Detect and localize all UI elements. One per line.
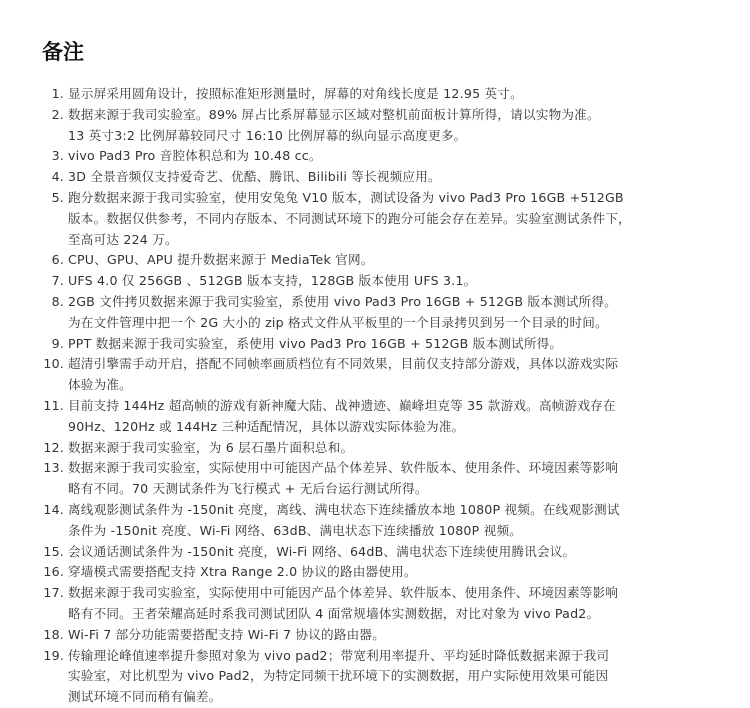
note-number: 4. [51,169,64,185]
note-number: 5. [51,189,64,205]
note-number: 3. [51,148,64,164]
note-text: 3D 全景音频仅支持爱奇艺、优酷、腾讯、Bilibili 等长视频应用。 [68,169,441,185]
note-item [42,292,720,334]
notes-title: 备注 [42,40,84,64]
note-number: 15. [43,543,64,559]
note-item [42,354,720,396]
note-number: 9. [51,335,64,351]
note-number: 12. [43,439,64,455]
note-item [42,188,720,250]
note-item [42,84,720,105]
note-text: 跑分数据来源于我司实验室，使用安兔兔 V10 版本，测试设备为 vivo Pad3 Pro 16GB +512GB 版本。数据仅供参考，不同内存版本、不同测试环境下的跑分可能会存在差异。实验室测试条件下， 至高可达 224 万。 [68,189,631,247]
note-item [42,625,720,646]
note-text: CPU、GPU、APU 提升数据来源于 MediaTek 官网。 [68,252,374,268]
note-text: 穿墙模式需要搭配支持 Xtra Range 2.0 协议的路由器使用。 [68,564,417,580]
note-item [42,500,720,542]
note-text: PPT 数据来源于我司实验室，系使用 vivo Pad3 Pro 16GB + 512GB 版本测试所得。 [68,335,563,351]
note-number: 17. [43,585,64,601]
note-item [42,167,720,188]
note-item [42,334,720,355]
note-text: 目前支持 144Hz 超高帧的游戏有新神魔大陆、战神遗迹、巅峰坦克等 35 款游戏。高帧游戏存在 90Hz、120Hz 或 144Hz 三种适配情况，具体以游戏实际体验为准。 [68,397,616,434]
note-number: 1. [51,86,64,101]
note-text: 超清引擎需手动开启，搭配不同帧率画质档位有不同效果，目前仅支持部分游戏，具体以游戏实际 体验为准。 [68,356,619,393]
note-number: 10. [43,356,64,372]
note-text: 会议通话测试条件为 -150nit 亮度，Wi-Fi 网络、64dB、满电状态下连续使用腾讯会议。 [68,543,576,559]
note-number: 7. [51,273,64,289]
note-number: 6. [51,252,64,268]
note-text: UFS 4.0 仅 256GB 、512GB 版本支持，128GB 版本使用 UFS 3.1。 [68,273,477,289]
note-number: 13. [43,460,64,476]
note-item [42,646,720,708]
notes-list [42,84,720,708]
note-number: 14. [43,501,64,517]
note-number: 16. [43,564,64,580]
note-text: 2GB 文件拷贝数据来源于我司实验室，系使用 vivo Pad3 Pro 16GB + 512GB 版本测试所得。 为在文件管理中把一个 2G 大小的 zip 格式文件从平板里的一个目录拷贝到另一个目录的时间。 [68,293,617,330]
note-text: Wi-Fi 7 部分功能需要搭配支持 Wi-Fi 7 协议的路由器。 [68,626,386,642]
note-text: 数据来源于我司实验室，实际使用中可能因产品个体差异、软件版本、使用条件、环境因素等影响 略有不同。王者荣耀高延时系我司测试团队 4 面常规墙体实测数据，对比对象为 vivo Pad2。 [68,585,619,621]
note-item [42,250,720,271]
note-item [42,396,720,438]
note-text: vivo Pad3 Pro 音腔体积总和为 10.48 cc。 [68,148,322,164]
note-item [42,271,720,292]
note-item [42,542,720,563]
note-text: 数据来源于我司实验室，为 6 层石墨片面积总和。 [68,439,354,455]
note-item [42,583,720,625]
note-item [42,105,720,147]
note-text: 传输理论峰值速率提升参照对象为 vivo pad2；带宽利用率提升、平均延时降低数据来源于我司 实验室，对比机型为 vivo Pad2，为特定同频干扰环境下的实测数据，用户实际使用效果可能因 测试环境不同而稍有偏差。 [68,647,610,705]
note-item [42,146,720,167]
note-text: 离线观影测试条件为 -150nit 亮度，离线、满电状态下连续播放本地 1080P 视频。在线观影测试 条件为 -150nit 亮度、Wi-Fi 网络、63dB、满电状态下连续播放 1080P 视频。 [68,501,620,538]
note-number: 19. [43,647,64,663]
note-text: 显示屏采用圆角设计，按照标准矩形测量时，屏幕的对角线长度是 12.95 英寸。 [68,86,523,101]
note-item [42,438,720,459]
note-item [42,458,720,500]
note-text: 数据来源于我司实验室。89% 屏占比系屏幕显示区域对整机前面板计算所得，请以实物为准。 13 英寸3:2 比例屏幕较同尺寸 16:10 比例屏幕的纵向显示高度更多。 [68,106,600,143]
note-number: 8. [51,293,64,309]
note-number: 2. [51,106,64,122]
note-number: 18. [43,626,64,642]
note-text: 数据来源于我司实验室，实际使用中可能因产品个体差异、软件版本、使用条件、环境因素等影响 略有不同。70 天测试条件为飞行模式 + 无后台运行测试所得。 [68,460,619,497]
note-number: 11. [43,397,64,413]
note-item [42,562,720,583]
